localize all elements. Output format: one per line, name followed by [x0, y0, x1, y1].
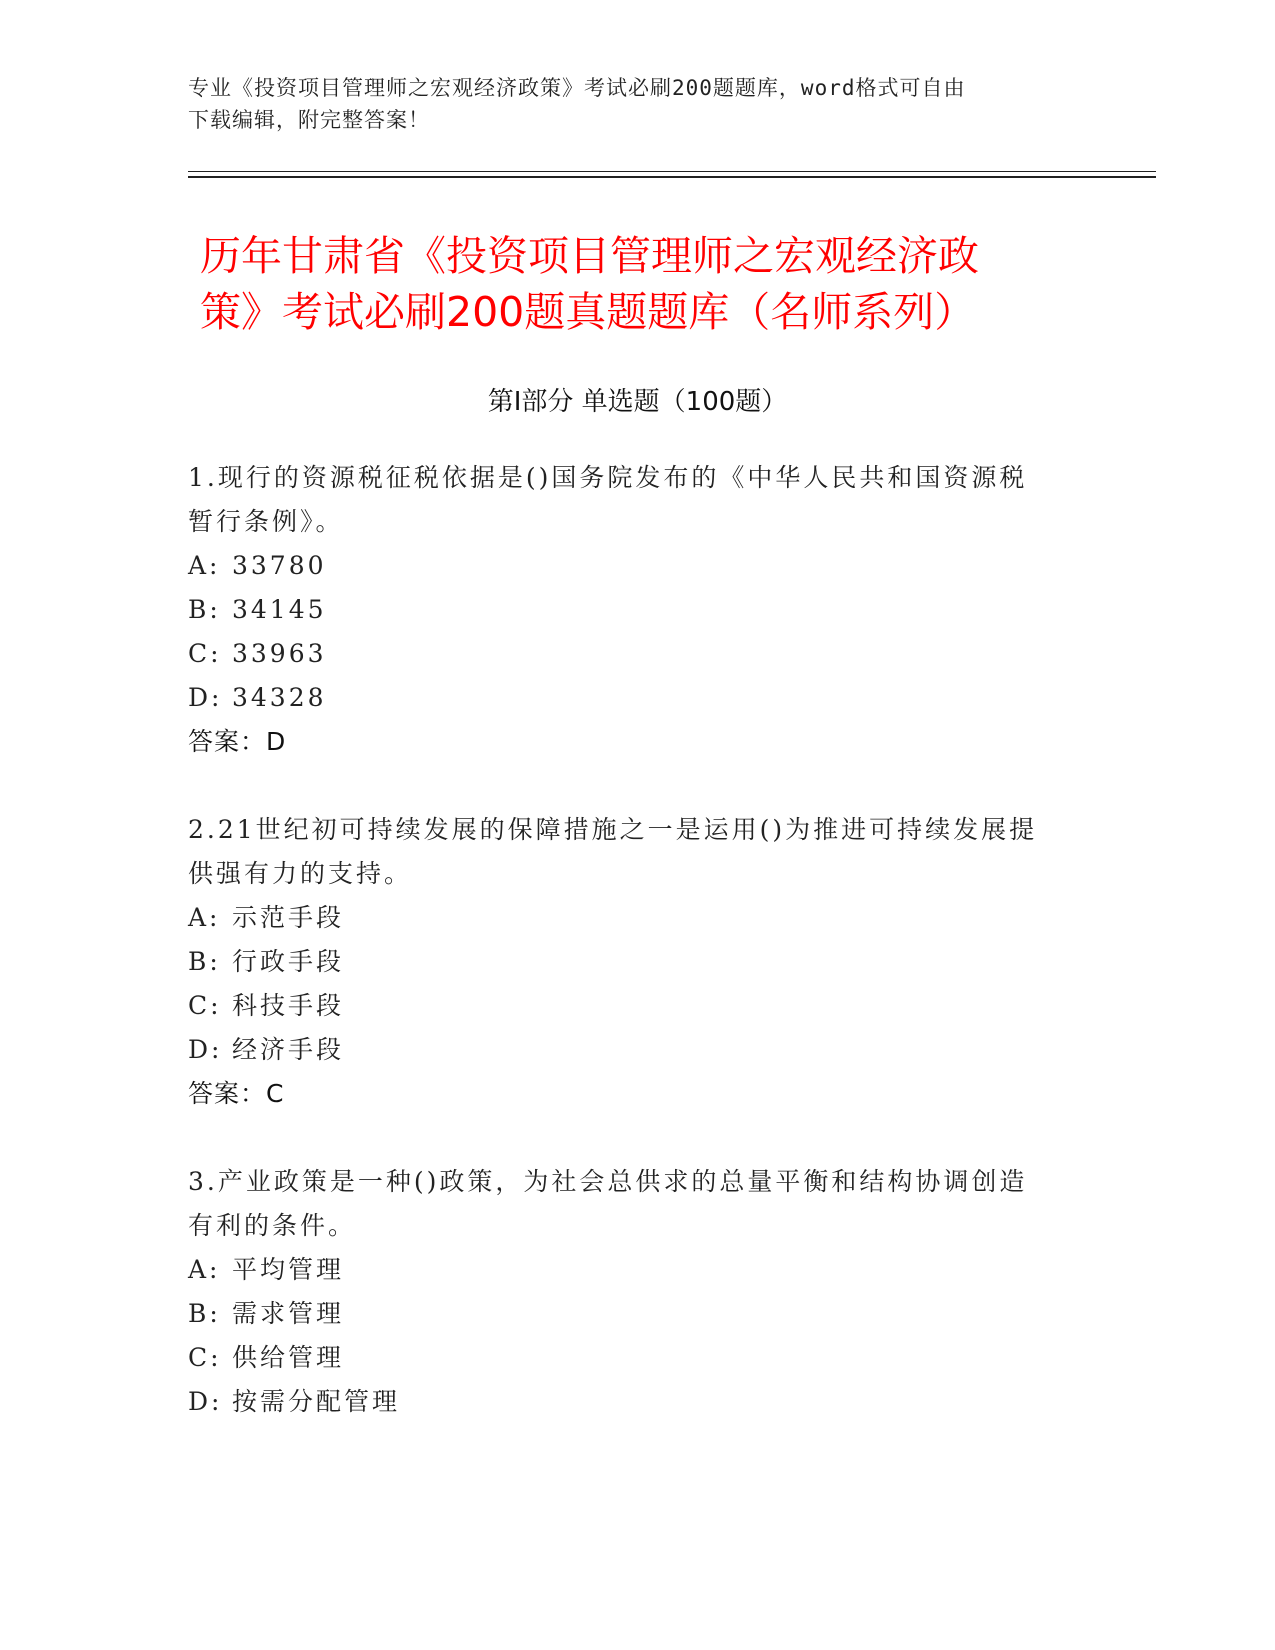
document-title-line-1: 历年甘肃省《投资项目管理师之宏观经济政	[200, 232, 979, 280]
question-2-answer: 答案：C	[188, 1079, 285, 1108]
question-2-option-d	[188, 1028, 1088, 1072]
option-key: C:	[188, 1343, 222, 1372]
header-note	[188, 72, 1068, 136]
option-key: B:	[188, 947, 221, 976]
option-text: 33780	[232, 551, 327, 580]
header-note-line-1: 专业《投资项目管理师之宏观经济政策》考试必刷200题题库，word格式可自由	[188, 76, 966, 100]
option-text: 需求管理	[232, 1299, 345, 1328]
question-2-stem-line-2: 供强有力的支持。	[188, 859, 413, 888]
question-2-stem-line-1: 2.21世纪初可持续发展的保障措施之一是运用()为推进可持续发展提	[188, 815, 1038, 844]
question-1-stem-line-2: 暂行条例》。	[188, 507, 344, 536]
question-2-option-c	[188, 984, 1088, 1028]
option-text: 经济手段	[232, 1035, 345, 1064]
option-text: 33963	[232, 639, 327, 668]
header-note-line-2: 下载编辑，附完整答案！	[188, 108, 430, 132]
question-3-stem-line-1: 3.产业政策是一种()政策，为社会总供求的总量平衡和结构协调创造	[188, 1167, 1028, 1196]
question-2-stem	[188, 808, 1088, 896]
option-key: D:	[188, 1387, 223, 1416]
option-key: C:	[188, 639, 222, 668]
question-1-option-a	[188, 544, 1088, 588]
question-2-option-a	[188, 896, 1088, 940]
header-rule-bottom	[188, 176, 1156, 178]
option-key: A:	[188, 903, 221, 932]
document-title	[200, 228, 1080, 340]
question-3-option-c	[188, 1336, 1088, 1380]
option-text: 平均管理	[232, 1255, 345, 1284]
header-rule-top	[188, 171, 1156, 172]
option-text: 34328	[232, 683, 327, 712]
question-2-option-b	[188, 940, 1088, 984]
question-3-option-b	[188, 1292, 1088, 1336]
option-key: A:	[188, 551, 221, 580]
option-key: B:	[188, 595, 221, 624]
document-title-line-2: 策》考试必刷200题真题题库（名师系列）	[200, 288, 976, 336]
question-3-stem	[188, 1160, 1088, 1248]
option-text: 行政手段	[232, 947, 345, 976]
question-1-option-c	[188, 632, 1088, 676]
question-1-stem	[188, 456, 1088, 544]
option-text: 供给管理	[232, 1343, 345, 1372]
option-key: A:	[188, 1255, 221, 1284]
option-key: D:	[188, 1035, 223, 1064]
question-1-stem-line-1: 1.现行的资源税征税依据是()国务院发布的《中华人民共和国资源税	[188, 463, 1028, 492]
option-text: 34145	[232, 595, 327, 624]
question-3-option-d	[188, 1380, 1088, 1424]
question-1-option-b	[188, 588, 1088, 632]
section-heading: 第Ⅰ部分 单选题（100题）	[487, 387, 788, 417]
option-key: C:	[188, 991, 222, 1020]
option-text: 示范手段	[232, 903, 345, 932]
question-1-option-d	[188, 676, 1088, 720]
question-3-stem-line-2: 有利的条件。	[188, 1211, 357, 1240]
option-key: D:	[188, 683, 223, 712]
option-text: 按需分配管理	[232, 1387, 401, 1416]
question-3-option-a	[188, 1248, 1088, 1292]
option-key: B:	[188, 1299, 221, 1328]
option-text: 科技手段	[232, 991, 345, 1020]
question-1-answer: 答案：D	[188, 727, 287, 756]
